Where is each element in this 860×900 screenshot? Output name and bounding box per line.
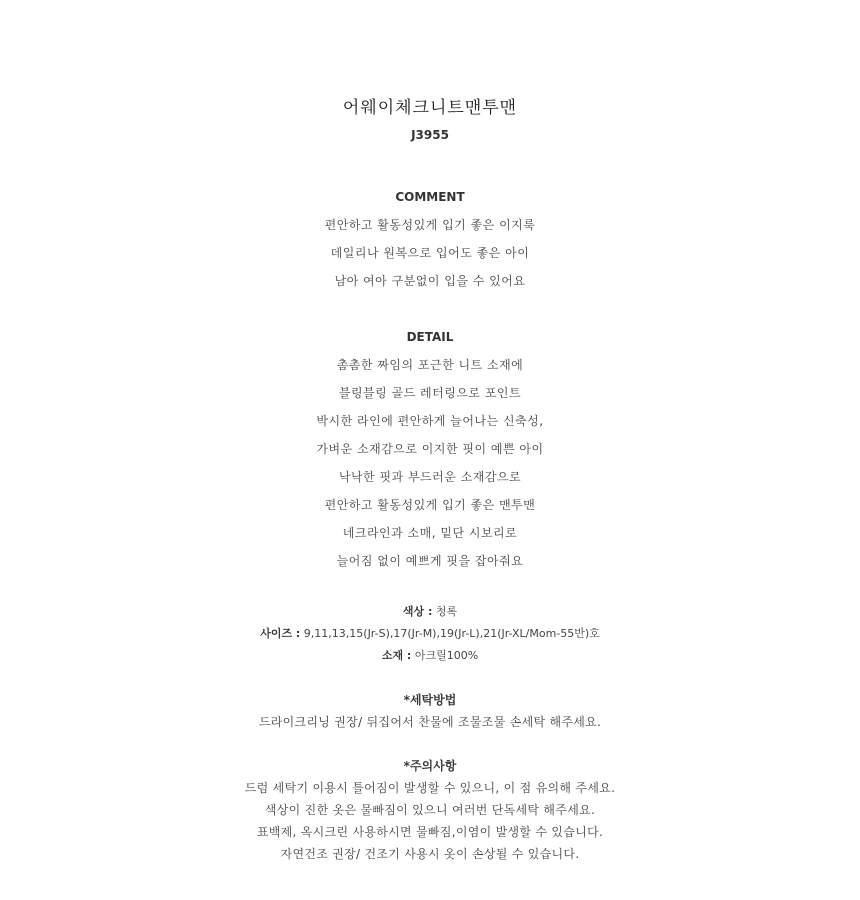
caution-line: 색상이 진한 옷은 물빠짐이 있으니 여러번 단독세탁 해주세요. (264, 803, 596, 817)
spec-color-label: 색상 : (402, 605, 433, 618)
spec-material-label: 소재 : (381, 649, 412, 662)
washing-heading: *세탁방법 (403, 693, 457, 707)
caution-line: 표백제, 옥시크린 사용하시면 물빠짐,이염이 발생할 수 있습니다. (256, 825, 604, 839)
comment-line: 데일리나 원복으로 입어도 좋은 아이 (330, 246, 530, 260)
product-title: 어웨이체크니트맨투맨 (342, 98, 518, 118)
detail-lines (0, 356, 860, 580)
comment-lines (0, 216, 860, 300)
caution-line: 드럼 세탁기 이용시 틀어짐이 발생할 수 있으니, 이 점 유의해 주세요. (244, 781, 616, 795)
detail-line: 촘촘한 짜임의 포근한 니트 소재에 (336, 358, 524, 372)
washing-line: 드라이크리닝 권장/ 뒤집어서 찬물에 조물조물 손세탁 해주세요. (258, 715, 602, 729)
product-code: J3955 (411, 128, 449, 142)
detail-heading: DETAIL (406, 330, 454, 344)
spec-material-value: 아크릴100% (414, 649, 479, 662)
detail-line: 낙낙한 핏과 부드러운 소재감으로 (338, 470, 522, 484)
washing-lines (0, 713, 860, 735)
spec-color-row (0, 603, 860, 621)
detail-line: 가벼운 소재감으로 이지한 핏이 예쁜 아이 (316, 442, 544, 456)
caution-lines (0, 779, 860, 867)
comment-line: 편안하고 활동성있게 입기 좋은 이지룩 (324, 218, 536, 232)
caution-line: 자연건조 권장/ 건조기 사용시 옷이 손상될 수 있습니다. (280, 847, 580, 861)
spec-material-row (0, 647, 860, 665)
caution-heading: *주의사항 (403, 759, 457, 773)
detail-line: 박시한 라인에 편안하게 늘어나는 신축성, (316, 414, 544, 428)
spec-size-row (0, 625, 860, 643)
detail-line: 편안하고 활동성있게 입기 좋은 맨투맨 (324, 498, 536, 512)
spec-size-label: 사이즈 : (260, 627, 301, 640)
comment-line: 남아 여아 구분없이 입을 수 있어요 (334, 274, 526, 288)
spec-color-value: 청록 (435, 605, 458, 618)
detail-line: 네크라인과 소매, 밑단 시보리로 (342, 526, 518, 540)
spec-size-value: 9,11,13,15(Jr-S),17(Jr-M),19(Jr-L),21(Jr-XL/Mom-55반)호 (303, 627, 600, 640)
detail-line: 늘어짐 없이 예쁘게 핏을 잡아줘요 (336, 554, 524, 568)
detail-line: 블링블링 골드 레터링으로 포인트 (338, 386, 522, 400)
comment-heading: COMMENT (395, 190, 465, 204)
